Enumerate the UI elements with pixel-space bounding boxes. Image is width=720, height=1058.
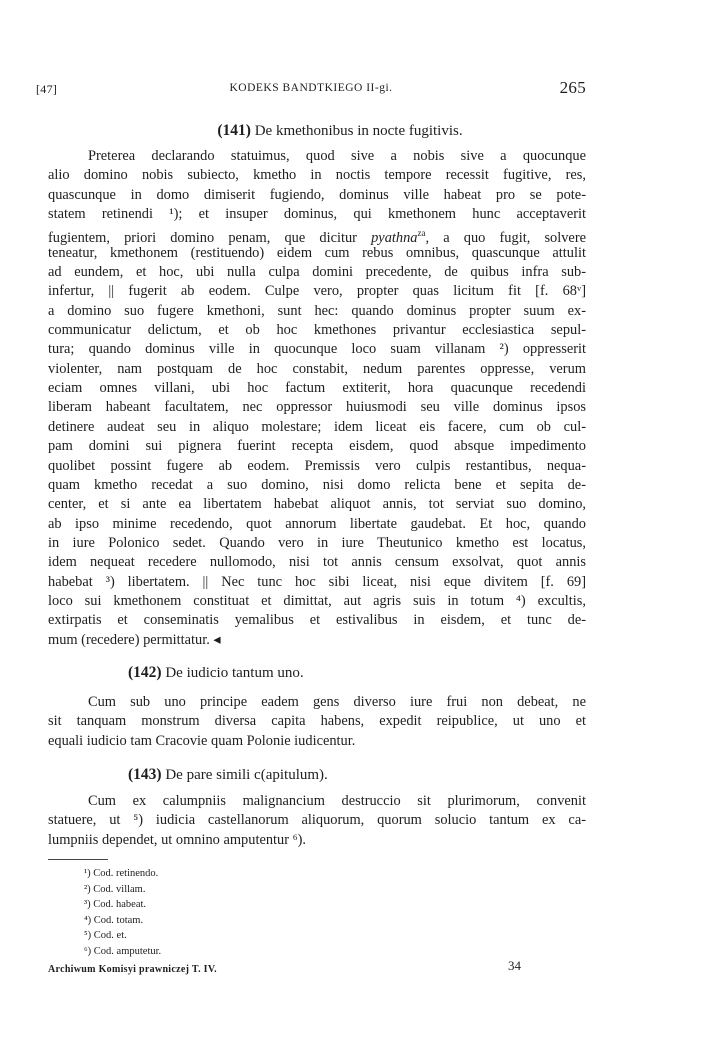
text-line: habebat ³) libertatem. || Nec tunc hoc sibi liceat, nisi eque divitem [f. 69] (48, 573, 586, 590)
running-title: KODEKS BANDTKIEGO II-gi. (229, 82, 393, 94)
text-line: liberam habeant facultatem, nec oppressor huiusmodi seu ville dominus ipsos (48, 399, 586, 416)
section-title: De iudicio tantum uno. (165, 665, 304, 681)
footnote: ³) Cod. habeat. (84, 899, 147, 911)
footnote: ⁵) Cod. et. (84, 930, 127, 942)
footnote-divider (48, 859, 108, 860)
text-line: quolibet possint fugere ab eodem. Premissis vero culpis restantibus, nequa- (48, 457, 586, 474)
section-body-142 (48, 693, 586, 751)
footnotes (84, 866, 161, 960)
text-line: pam domini sui pignera fuerint recepta eisdem, quod absque impedimento (48, 438, 586, 455)
text-line: communicatur delictum, et ob hoc kmethones privantur ecclesiastica sepul- (48, 322, 586, 339)
section-title: De pare simili c(apitulum). (165, 767, 328, 783)
text-line: statuere, ut ⁵) iudicia castellanorum aliquorum, quorum solucio tantum ex ca- (48, 812, 586, 829)
text-line: equali iudicio tam Cracovie quam Polonie iudicentur. (48, 732, 356, 749)
text-line: center, et si ante ea libertatem habebat aliquot annis, tot serviat suo domino, (48, 496, 586, 513)
text-line: Cum sub uno principe eadem gens diverso iure frui non debeat, ne (88, 694, 586, 710)
text-line: ab ipso minime recedendo, quot annorum libertate gaudebat. Et hoc, quando (48, 515, 586, 532)
text-line: loco sui kmethonem constituat et dimittat, aut agris suis in totum ⁴) excultis, (48, 592, 586, 609)
text-line: extirpatis et conseminatis yemalibus et estivalibus in eisdem, et tunc de- (48, 612, 586, 629)
text-line: tura; quando dominus ville in quocunque loco suam villanam ²) oppresserit (48, 341, 586, 358)
section-heading-142 (128, 664, 304, 682)
text-line: sit tanquam monstrum diversa capita habens, expedit reipublice, ut uno et (48, 713, 586, 730)
text-line: eciam omnes villani, ubi hoc factum extiterit, hora quacunque recedendi (48, 380, 586, 397)
text-line: idem nequeat recedere nullomodo, nisi tot annis censum exsolvat, quot annis (48, 554, 586, 571)
page-number: 265 (559, 78, 586, 97)
section-body-141 (48, 147, 586, 650)
text-line: infertur, || fugerit ab eodem. Culpe vero, propter quas licitum fit [f. 68ᵛ] (48, 283, 586, 300)
section-body-143 (48, 792, 586, 850)
footnote: ⁴) Cod. totam. (84, 914, 144, 926)
section-number: (143) (128, 766, 162, 783)
page-reference: [47] (36, 82, 58, 96)
text-line: ad eundem, et hoc, ubi nulla culpa domini precedente, de quibus infra sub- (48, 264, 586, 281)
text-line: alio domino nobis subiecto, kmetho in noctis tempore recessit fugitive, res, (48, 167, 586, 184)
footnote: ¹) Cod. retinendo. (84, 868, 159, 879)
text-line: Preterea declarando statuimus, quod sive a nobis sive a quocunque (88, 148, 586, 164)
section-number: (141) (217, 122, 251, 139)
footnote: ²) Cod. villam. (84, 883, 146, 895)
text-line: detinere audeat seu in aliquo molestare; idem liceat eis facere, cum ob cul- (48, 418, 586, 435)
footnote: ⁶) Cod. amputetur. (84, 945, 162, 957)
section-heading-143 (128, 766, 328, 784)
superscript-note: za (417, 228, 426, 239)
text-line: quascunque in domo dimiserit fugiendo, dominus ville habeat pro se pote- (48, 186, 586, 203)
text-line: mum (recedere) permittatur. ◂ (48, 631, 221, 648)
text-line: quam kmetho recedat a suo domino, nisi domo relicta bene et sepita de- (48, 476, 586, 493)
running-header (36, 80, 586, 100)
text-line: teneatur, kmethonem (restituendo) eidem cum rebus omnibus, quascunque attulit (48, 244, 586, 261)
section-number: (142) (128, 664, 162, 681)
text-line: a domino suo fugere kmethoni, sunt hec: quando dominus propter suum ex- (48, 302, 586, 319)
text-line: Cum ex calumpniis malignancium destruccio sit plurimorum, convenit (88, 793, 586, 809)
text-line: fugientem, priori domino penam, que dicitur pyathna$^{za}$, a quo fugit, solvere (48, 228, 586, 247)
section-title: De kmethonibus in nocte fugitivis. (254, 123, 463, 139)
section-heading-141 (0, 122, 700, 140)
text-line: in iure Polonico sedet. Quando vero in iure Theutunico kmetho est locatus, (48, 534, 586, 551)
text-line: lumpniis dependet, ut omnino amputentur ⁶). (48, 831, 307, 848)
italic-term: pyathna (371, 230, 418, 247)
text-line: violenter, nam postquam de hoc constabit, nedum parentes oppresse, verum (48, 360, 586, 377)
signature-mark: Archiwum Komisyi prawniczej T. IV. (48, 964, 217, 975)
text-line: statem retinendi ¹); et insuper dominus, qui kmethonem hunc acceptaverit (48, 206, 586, 223)
sheet-number: 34 (508, 958, 521, 973)
